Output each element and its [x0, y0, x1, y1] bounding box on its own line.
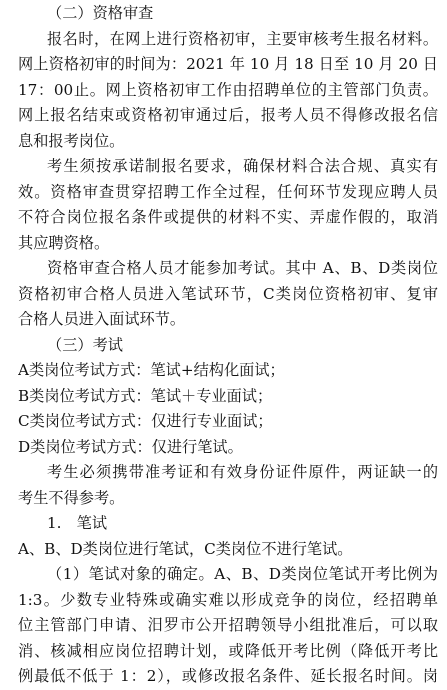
exam-method-c: C类岗位考试方式：仅进行专业面试；	[18, 412, 273, 430]
section-heading-exam: （三）考试	[47, 335, 123, 354]
paragraph-line: 考生必须携带准考证和有效身份证件原件，两证缺一的	[47, 463, 438, 481]
paragraph-line: 网上资格初审的时间为：2021 年 10 月 18 日至 10 月 20 日	[18, 55, 438, 73]
paragraph-line: 资格审查合格人员才能参加考试。其中 A、B、D类岗位	[47, 259, 438, 277]
paragraph-line: 17：00止。网上资格初审工作由招聘单位的主管部门负责。	[18, 80, 438, 99]
paragraph-line: 消、核减相应岗位招聘计划，或降低开考比例（降低开考比	[18, 641, 438, 660]
section-heading-qualification-review: （二）资格审查	[47, 4, 154, 22]
paragraph-line: 网上报名结束或资格初审通过后，报考人员不得修改报名信	[18, 106, 438, 124]
paragraph-line: 考生不得参考。	[18, 488, 125, 507]
exam-method-d: D类岗位考试方式：仅进行笔试。	[18, 437, 243, 456]
subsection-heading-written-exam: 1. 笔试	[47, 514, 108, 532]
paragraph-line: 考生须按承诺制报名要求，确保材料合法合规、真实有	[47, 157, 438, 175]
paragraph-line: 位主管部门申请、汨罗市公开招聘领导小组批准后，可以取	[18, 616, 438, 634]
exam-method-a: A类岗位考试方式：笔试+结构化面试；	[18, 361, 285, 379]
paragraph-line: 合格人员进入面试环节。	[18, 310, 186, 328]
paragraph-line: 不符合岗位报名条件或提供的材料不实、弄虚作假的，取消	[18, 208, 438, 226]
paragraph-line: 资格初审合格人员进入笔试环节，C类岗位资格初审、复审	[18, 284, 438, 303]
paragraph-line: 报名时，在网上进行资格初审，主要审核考生报名材料。	[47, 29, 438, 48]
paragraph-line: A、B、D类岗位进行笔试，C类岗位不进行笔试。	[18, 539, 353, 558]
paragraph-line: 息和报考岗位。	[18, 131, 125, 150]
paragraph-line: 1:3。少数专业特殊或确实难以形成竞争的岗位，经招聘单	[18, 590, 438, 609]
paragraph-line: 例最低不低于 1：2），或修改报名条件、延长报名时间。岗	[18, 667, 438, 685]
paragraph-line: 效。资格审查贯穿招聘工作全过程，任何环节发现应聘人员	[18, 182, 438, 201]
paragraph-line: 其应聘资格。	[18, 233, 110, 252]
exam-method-b: B类岗位考试方式：笔试＋专业面试；	[18, 386, 273, 405]
paragraph-line: （1）笔试对象的确定。A、B、D类岗位笔试开考比例为	[47, 565, 438, 583]
